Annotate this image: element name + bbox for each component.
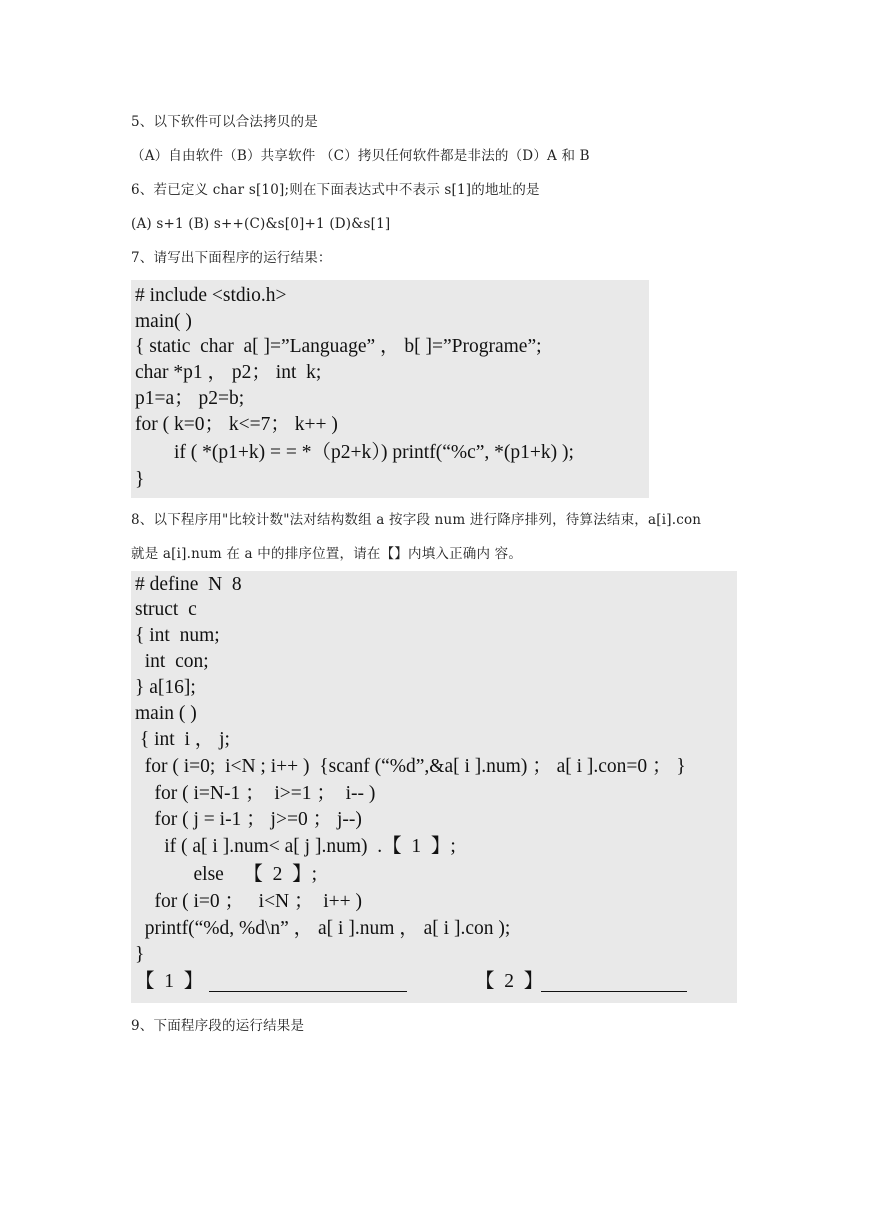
code-line: for ( i=0 ； i<N ； i++ ) xyxy=(135,891,363,912)
blank-2-label: 【 2 】 xyxy=(475,971,544,992)
code-line: struct c xyxy=(135,599,197,620)
code-line: for ( j = i-1 ； j>=0 ； j--) xyxy=(135,809,362,830)
code-line: { static char a[ ]=”Language” ， b[ ]=”Programe”; xyxy=(135,336,542,357)
code-line: for ( k=0； k<=7； k++ ) xyxy=(135,414,338,435)
code-line: if ( a[ i ].num< a[ j ].num) .【 1 】; xyxy=(135,836,456,857)
q8-code-image xyxy=(131,571,737,1003)
code-line: { int num; xyxy=(135,625,220,646)
q5-stem: 5、以下软件可以合法拷贝的是 xyxy=(131,114,318,130)
code-line: # define N 8 xyxy=(135,574,242,595)
code-line: } a[16]; xyxy=(135,677,196,698)
code-line: main ( ) xyxy=(135,703,197,724)
code-line: } xyxy=(135,944,145,965)
code-line: for ( i=0; i<N ; i++ ) {scanf (“%d”,&a[ i ].num) ； a[ i ].con=0 ； } xyxy=(135,756,686,777)
code-line: { int i ， j; xyxy=(135,729,230,750)
blank-1-line xyxy=(209,991,407,992)
code-line: int con; xyxy=(135,651,209,672)
code-line: } xyxy=(135,469,145,490)
code-line: main( ) xyxy=(135,311,192,332)
q7-stem: 7、请写出下面程序的运行结果： xyxy=(131,250,332,266)
code-line: # include <stdio.h> xyxy=(135,285,287,306)
blank-1-label: 【 1 】 xyxy=(135,971,204,992)
code-line: if ( *(p1+k) = = *（p2+k）) printf(“%c”, *(p1+k) ); xyxy=(135,442,574,463)
q6-options: (A) s+1 (B) s++(C)&s[0]+1 (D)&s[1] xyxy=(131,216,391,232)
code-line: char *p1 ， p2； int k; xyxy=(135,362,322,383)
code-line: else 【 2 】; xyxy=(135,864,317,885)
blank-2-line xyxy=(541,991,687,992)
code-line: p1=a； p2=b; xyxy=(135,388,245,409)
q9-stem: 9、下面程序段的运行结果是 xyxy=(131,1018,305,1034)
code-line: for ( i=N-1 ； i>=1 ； i-- ) xyxy=(135,783,376,804)
q8-stem-line2: 就是 a[i].num 在 a 中的排序位置，请在【】内填入正确内 容。 xyxy=(131,546,523,562)
q7-code-image xyxy=(131,280,649,498)
q8-stem-line1: 8、以下程序用"比较计数"法对结构数组 a 按字段 num 进行降序排列，待算法结束，a[i].con xyxy=(131,512,702,528)
code-line: printf(“%d, %d\n” ， a[ i ].num ， a[ i ].con ); xyxy=(135,918,511,939)
q5-options: （A）自由软件（B）共享软件 （C）拷贝任何软件都是非法的（D）A 和 B xyxy=(131,148,590,164)
q6-stem: 6、若已定义 char s[10];则在下面表达式中不表示 s[1]的地址的是 xyxy=(131,182,540,198)
